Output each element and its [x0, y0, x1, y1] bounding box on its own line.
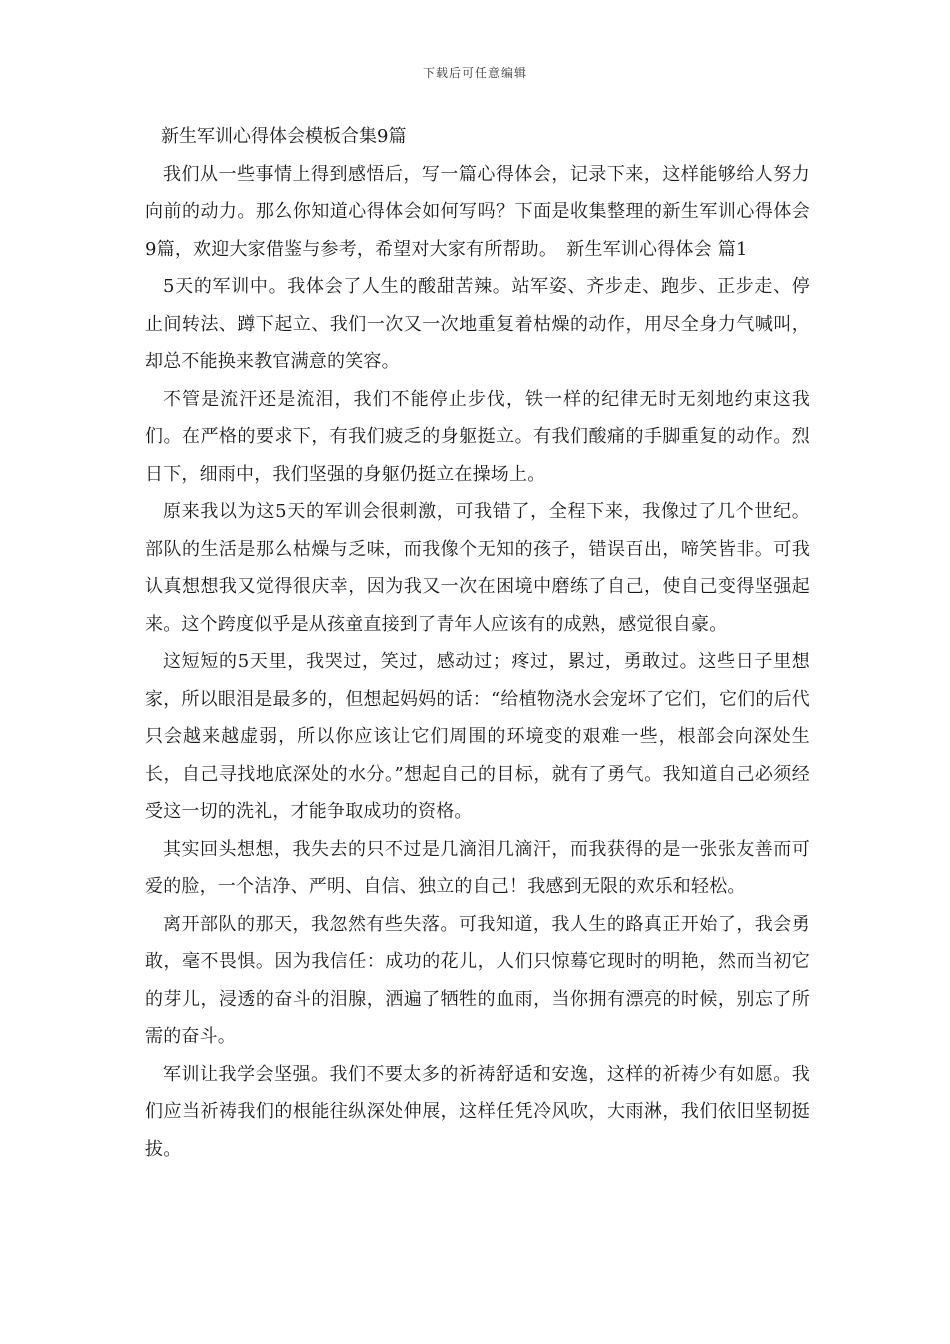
- paragraph: 原来我以为这5天的军训会很刺激，可我错了，全程下来，我像过了几个世纪。部队的生活是那么枯燥与乏味，而我像个无知的孩子，错误百出，啼笑皆非。可我认真想想我又觉得很庆幸，因为我又一次在困境中磨练了自己，使自己变得坚强起来。这个跨度似乎是从孩童直接到了青年人应该有的成熟，感觉很自豪。: [145, 501, 810, 635]
- paragraph: 军训让我学会坚强。我们不要太多的祈祷舒适和安逸，这样的祈祷少有如愿。我们应当祈祷我们的根能往纵深处伸展，这样任凭冷风吹，大雨淋，我们依旧坚韧挺拔。: [145, 1063, 810, 1160]
- document-body: [145, 118, 810, 1168]
- paragraph: 其实回头想想，我失去的只不过是几滴泪几滴汗，而我获得的是一张张友善而可爱的脸，一个洁净、严明、自信、独立的自己！我感到无限的欢乐和轻松。: [145, 838, 810, 897]
- header-note: 下载后可任意编辑: [422, 66, 527, 80]
- paragraph-intro: 我们从一些事情上得到感悟后，写一篇心得体会，记录下来，这样能够给人努力向前的动力。那么你知道心得体会如何写吗？下面是收集整理的新生军训心得体会9篇，欢迎大家借鉴与参考，希望对大家有所帮助。 新生军训心得体会 篇1: [145, 163, 810, 260]
- paragraph: 不管是流汗还是流泪，我们不能停止步伐，铁一样的纪律无时无刻地约束这我们。在严格的要求下，有我们疲乏的身躯挺立。有我们酸痛的手脚重复的动作。烈日下，细雨中，我们坚强的身躯仍挺立在操场上。: [145, 388, 810, 485]
- paragraph: 5天的军训中。我体会了人生的酸甜苦辣。站军姿、齐步走、跑步、正步走、停止间转法、蹲下起立、我们一次又一次地重复着枯燥的动作，用尽全身力气喊叫，却总不能换来教官满意的笑容。: [145, 276, 810, 372]
- paragraph: 这短短的5天里，我哭过，笑过，感动过；疼过，累过，勇敢过。这些日子里想家，所以眼泪是最多的，但想起妈妈的话：“给植物浇水会宠坏了它们，它们的后代只会越来越虚弱，所以你应该让它们周围的环境变的艰难一些，根部会向深处生长，自己寻找地底深处的水分。”想起自己的目标，就有了勇气。我知道自己必须经受这一切的洗礼，才能争取成功的资格。: [145, 651, 810, 822]
- paragraph: 离开部队的那天，我忽然有些失落。可我知道，我人生的路真正开始了，我会勇敢，毫不畏惧。因为我信任：成功的花儿，人们只惊蓦它现时的明艳，然而当初它的芽儿，浸透的奋斗的泪腺，洒遍了牺牲的血雨，当你拥有漂亮的时候，别忘了所需的奋斗。: [145, 913, 810, 1047]
- document-title: 新生军训心得体会模板合集9篇: [161, 126, 407, 147]
